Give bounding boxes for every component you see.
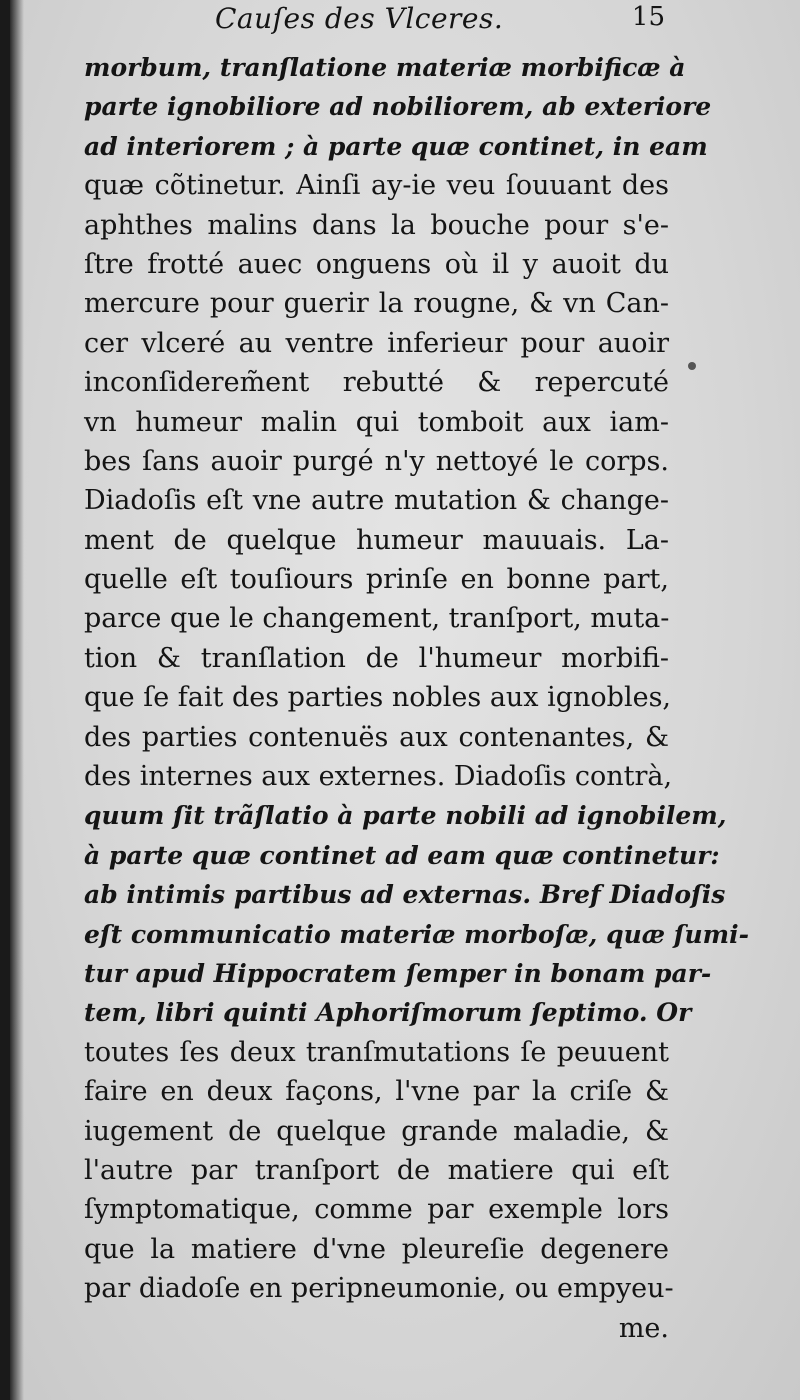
text-line: ſtre frotté auec onguens où il y auoit du: [84, 248, 669, 280]
text-line: l'autre par tranſport de matiere qui eſt: [84, 1154, 669, 1186]
text-line: aphthes malins dans la bouche pour s'e-: [84, 209, 669, 241]
running-title: Cauſes des Vlceres.: [215, 2, 504, 35]
book-page: [10, 0, 800, 1400]
text-line: inconſiderem̃ent rebutté & repercuté: [84, 367, 669, 399]
body-text: [84, 48, 749, 1348]
text-line: parce que le changement, tranſport, muta-: [84, 603, 670, 635]
text-line: me.: [618, 1312, 669, 1344]
text-line: des internes aux externes. Diadoſis contrà,: [84, 761, 673, 793]
text-line: quæ cõtinetur. Ainſi ay-ie veu ſouuant des: [84, 170, 669, 202]
text-line: ab intimis partibus ad externas. Bref Diadoſis: [84, 880, 726, 910]
text-line: que ſe fait des parties nobles aux ignobles,: [84, 682, 672, 714]
text-line: eſt communicatio materiæ morboſæ, quæ ſumi-: [84, 919, 749, 949]
page-header: [85, 0, 665, 44]
text-line: faire en deux façons, l'vne par la criſe &: [84, 1076, 669, 1108]
text-line: cer vlceré au ventre inferieur pour auoir: [84, 327, 669, 359]
text-line: mercure pour guerir la rougne, & vn Can-: [84, 288, 669, 320]
gutter-shadow: [10, 0, 24, 1400]
text-line: que la matiere d'vne pleureſie degenere: [84, 1233, 669, 1265]
text-line: à parte quæ continet ad eam quæ continetur:: [84, 840, 720, 870]
text-line: des parties contenuës aux contenantes, &: [84, 721, 669, 753]
text-line: tem, libri quinti Aphoriſmorum ſeptimo. Or: [84, 998, 692, 1028]
text-line: morbum, tranſlatione materiæ morbificæ à: [84, 53, 686, 82]
text-line: quum ſit trãſlatio à parte nobili ad ignobilem,: [84, 801, 727, 831]
page-number: 15: [631, 2, 665, 32]
text-line: ad interiorem ; à parte quæ continet, in eam: [84, 131, 708, 161]
ink-spot: [688, 362, 696, 370]
text-line: parte ignobiliore ad nobiliorem, ab exteriore: [84, 92, 712, 122]
text-line: vn humeur malin qui tomboit aux iam-: [84, 406, 669, 438]
text-line: bes ſans auoir purgé n'y nettoyé le corps.: [84, 445, 669, 477]
text-line: tur apud Hippocratem ſemper in bonam par-: [84, 958, 712, 988]
text-line: toutes ſes deux tranſmutations ſe peuuent: [84, 1036, 669, 1068]
text-line: tion & tranſlation de l'humeur morbifi-: [84, 642, 669, 674]
text-line: par diadoſe en peripneumonie, ou empyeu-: [84, 1273, 674, 1305]
text-line: quelle eſt touſiours prinſe en bonne part,: [84, 564, 669, 596]
text-line: ment de quelque humeur mauuais. La-: [84, 524, 669, 556]
text-line: iugement de quelque grande maladie, &: [84, 1115, 669, 1147]
text-line: ſymptomatique, comme par exemple lors: [84, 1194, 669, 1226]
text-line: Diadoſis eſt vne autre mutation & change-: [84, 485, 669, 517]
